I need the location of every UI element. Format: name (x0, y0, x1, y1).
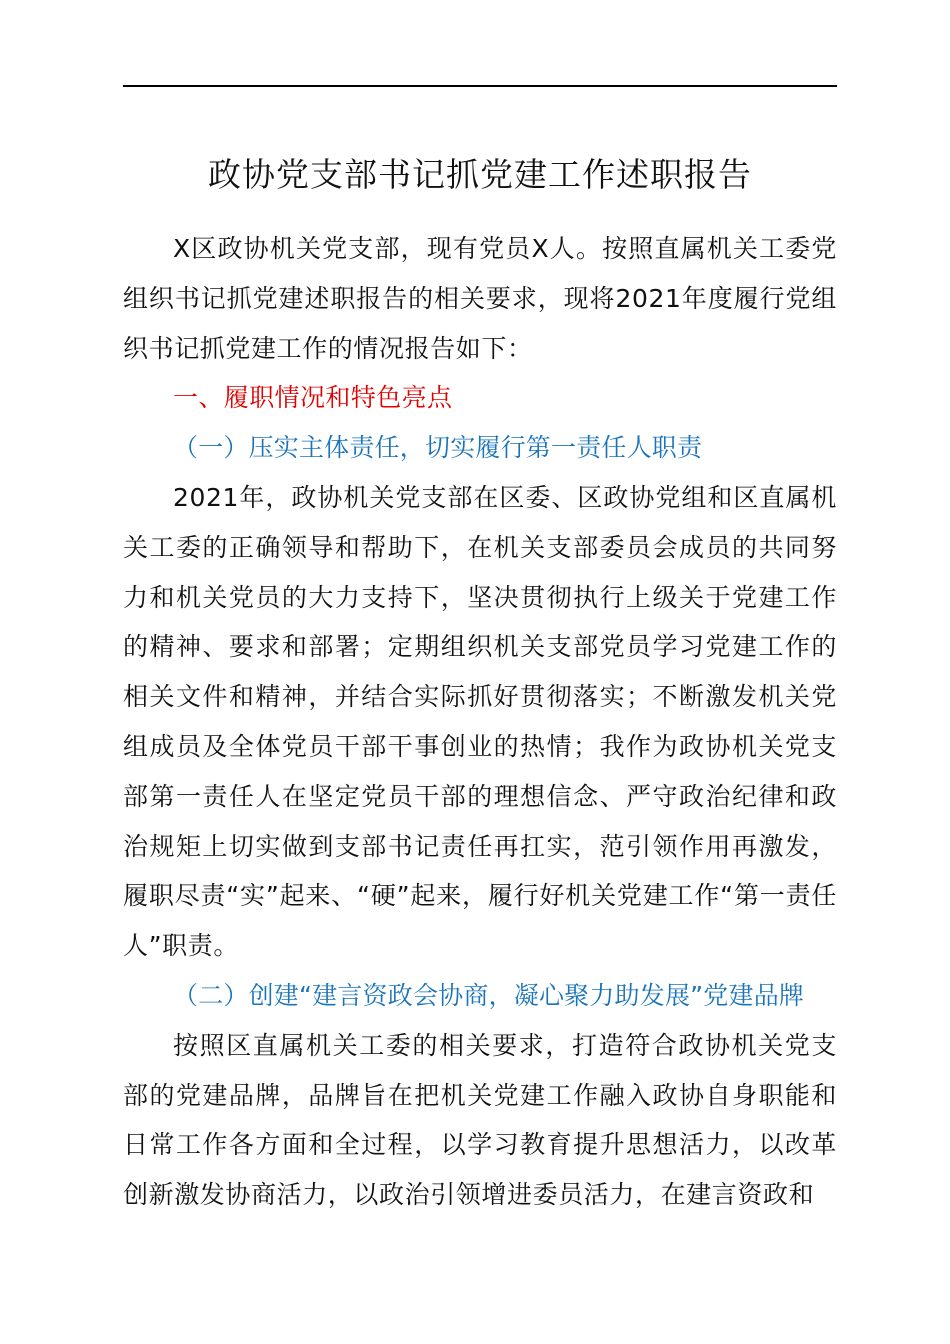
intro-paragraph: X区政协机关党支部，现有党员X人。按照直属机关工委党组织书记抓党建述职报告的相关要求，现将2021年度履行党组织书记抓党建工作的情况报告如下： (123, 234, 837, 363)
document-body (123, 224, 837, 1220)
subsection-heading-2: （二）创建“建言资政会协商，凝心聚力助发展”党建品牌 (173, 980, 805, 1010)
header-rule (123, 85, 837, 87)
body-paragraph-2: 按照区直属机关工委的相关要求，打造符合政协机关党支部的党建品牌，品牌旨在把机关党建工作融入政协自身职能和日常工作各方面和全过程，以学习教育提升思想活力，以改革创新激发协商活力，以政治引领增进委员活力，在建言资政和 (123, 1030, 837, 1210)
body-paragraph-1: 2021年，政协机关党支部在区委、区政协党组和区直属机关工委的正确领导和帮助下，在机关支部委员会成员的共同努力和机关党员的大力支持下，坚决贯彻执行上级关于党建工作的精神、要求和部署；定期组织机关支部党员学习党建工作的相关文件和精神，并结合实际抓好贯彻落实；不断激发机关党组成员及全体党员干部干事创业的热情；我作为政协机关党支部第一责任人在坚定党员干部的理想信念、严守政治纪律和政治规矩上切实做到支部书记责任再扛实，范引领作用再激发，履职尽责“实”起来、“硬”起来，履行好机关党建工作“第一责任人”职责。 (123, 482, 837, 961)
section-heading: 一、履职情况和特色亮点 (173, 383, 453, 413)
document-title: 政协党支部书记抓党建工作述职报告 (208, 155, 752, 194)
subsection-heading-1: （一）压实主体责任，切实履行第一责任人职责 (173, 433, 703, 463)
